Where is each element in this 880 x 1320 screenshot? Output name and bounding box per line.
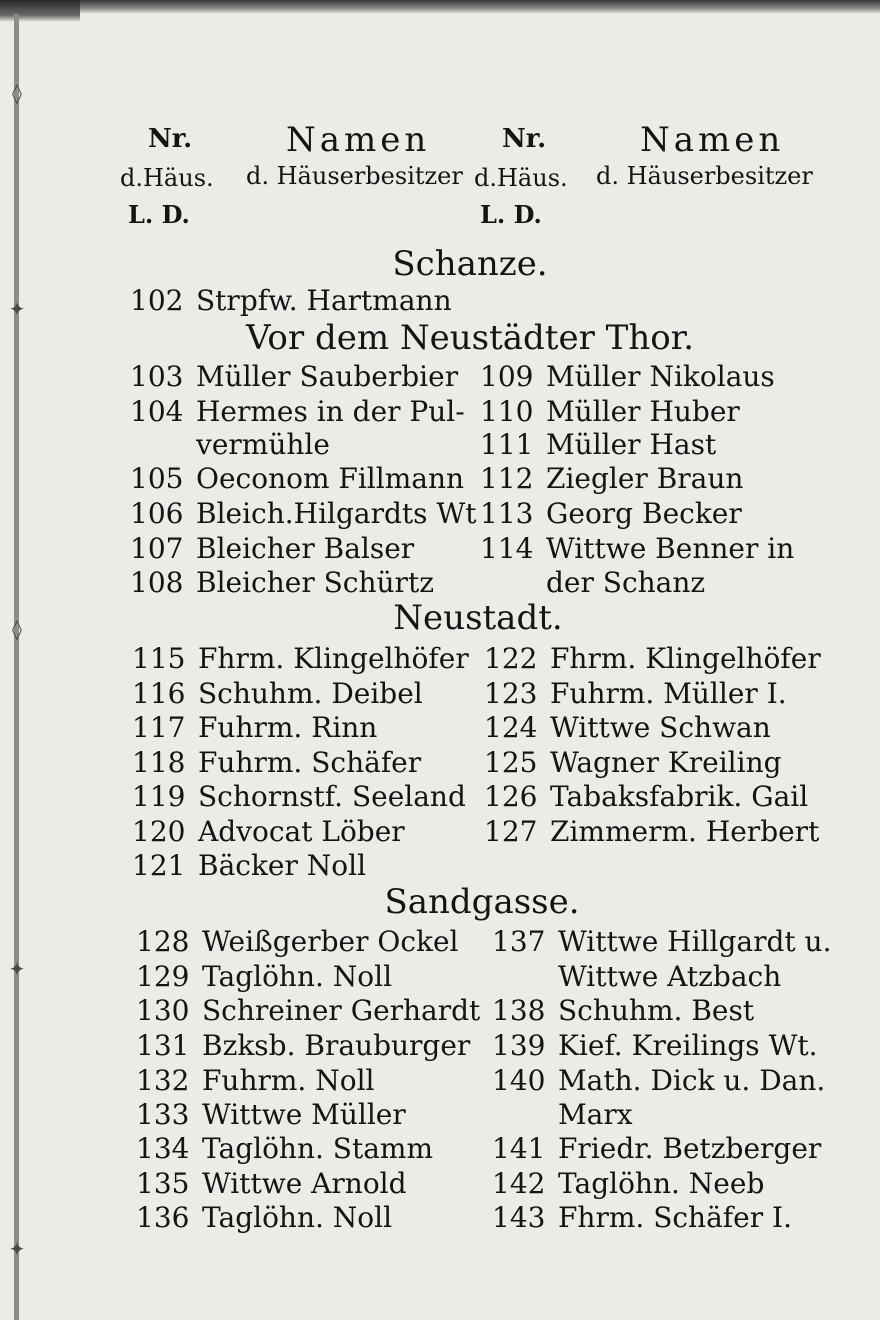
owner-name: Wittwe Atzbach bbox=[558, 960, 782, 993]
owner-name: Bäcker Noll bbox=[198, 849, 367, 882]
left-header-namen: Namen bbox=[286, 120, 431, 160]
list-item bbox=[484, 677, 787, 711]
house-number: 114 bbox=[480, 532, 534, 565]
list-item bbox=[130, 532, 414, 566]
owner-name: Bleicher Schürtz bbox=[196, 566, 434, 599]
list-item bbox=[136, 1132, 433, 1166]
owner-name: Bleich.Hilgardts Wt bbox=[196, 497, 477, 530]
house-number: 107 bbox=[130, 532, 184, 565]
house-number: 106 bbox=[130, 497, 184, 530]
house-number: 129 bbox=[136, 960, 190, 993]
owner-name: Wittwe Schwan bbox=[550, 711, 771, 744]
list-item bbox=[132, 677, 423, 711]
owner-name: Taglöhn. Noll bbox=[202, 960, 393, 993]
house-number: 103 bbox=[130, 360, 184, 393]
house-number: 140 bbox=[492, 1064, 546, 1097]
house-number: 102 bbox=[130, 284, 184, 317]
list-item bbox=[130, 462, 464, 496]
owner-name: Müller Hast bbox=[546, 428, 717, 461]
owner-name: Advocat Löber bbox=[198, 815, 405, 848]
list-item bbox=[132, 711, 377, 745]
house-number: 120 bbox=[132, 815, 186, 848]
house-number: 141 bbox=[492, 1132, 546, 1165]
owner-name: Schreiner Gerhardt bbox=[202, 994, 481, 1027]
house-number: 122 bbox=[484, 642, 538, 675]
house-number: 113 bbox=[480, 497, 534, 530]
left-header-d-haeus: d.Häus. bbox=[120, 164, 214, 192]
binding-ornament-icon: ◊ bbox=[12, 81, 22, 105]
list-item bbox=[136, 1167, 407, 1201]
house-number: 126 bbox=[484, 780, 538, 813]
list-item bbox=[132, 815, 405, 849]
owner-name: Weißgerber Ockel bbox=[202, 925, 459, 958]
list-item bbox=[484, 642, 821, 676]
owner-name: Hermes in der Pul- bbox=[196, 395, 465, 428]
house-number: 130 bbox=[136, 994, 190, 1027]
owner-name: Schuhm. Best bbox=[558, 994, 755, 1027]
owner-name: Taglöhn. Stamm bbox=[202, 1132, 434, 1165]
owner-name: Bleicher Balser bbox=[196, 532, 415, 565]
house-number: 134 bbox=[136, 1132, 190, 1165]
list-item bbox=[136, 1098, 406, 1132]
list-item bbox=[484, 711, 771, 745]
section-title-neustadt: Neustadt. bbox=[393, 598, 563, 638]
owner-name: Kief. Kreilings Wt. bbox=[558, 1029, 818, 1062]
house-number: 109 bbox=[480, 360, 534, 393]
list-item bbox=[480, 462, 743, 496]
binding-ornament-icon: ✦ bbox=[8, 957, 26, 981]
owner-name: Marx bbox=[558, 1098, 633, 1131]
binding-ornament-icon: ◊ bbox=[12, 617, 22, 641]
right-header-namen: Namen bbox=[640, 120, 785, 160]
owner-name: Zimmerm. Herbert bbox=[550, 815, 820, 848]
house-number: 128 bbox=[136, 925, 190, 958]
house-number: 135 bbox=[136, 1167, 190, 1200]
owner-name: Fuhrm. Noll bbox=[202, 1064, 375, 1097]
house-number: 119 bbox=[132, 780, 186, 813]
house-number: 117 bbox=[132, 711, 186, 744]
list-item bbox=[492, 1064, 825, 1098]
owner-name: Georg Becker bbox=[546, 497, 742, 530]
owner-name: Fuhrm. Müller I. bbox=[550, 677, 787, 710]
list-item bbox=[492, 1201, 792, 1235]
list-item bbox=[136, 994, 480, 1028]
owner-name: Taglöhn. Neeb bbox=[558, 1167, 765, 1200]
owner-name: Müller Huber bbox=[546, 395, 740, 428]
left-header-ld: L. D. bbox=[128, 200, 190, 229]
list-item bbox=[484, 780, 808, 814]
owner-name: der Schanz bbox=[546, 566, 706, 599]
section-title-schanze: Schanze. bbox=[392, 244, 548, 284]
owner-name: Friedr. Betzberger bbox=[558, 1132, 822, 1165]
list-item bbox=[492, 925, 831, 959]
house-number: 116 bbox=[132, 677, 186, 710]
list-item bbox=[492, 1029, 818, 1063]
list-item bbox=[480, 395, 740, 429]
owner-name: Fuhrm. Rinn bbox=[198, 711, 378, 744]
owner-name: Taglöhn. Noll bbox=[202, 1201, 393, 1234]
list-item bbox=[480, 497, 742, 531]
list-item bbox=[136, 1029, 470, 1063]
owner-name: Bzksb. Brauburger bbox=[202, 1029, 471, 1062]
owner-name: Schuhm. Deibel bbox=[198, 677, 423, 710]
list-item bbox=[492, 1098, 633, 1132]
list-item bbox=[136, 1064, 375, 1098]
owner-name: Wagner Kreiling bbox=[550, 746, 782, 779]
house-number: 105 bbox=[130, 462, 184, 495]
list-item bbox=[484, 815, 819, 849]
list-item bbox=[132, 780, 466, 814]
owner-name: Ziegler Braun bbox=[546, 462, 744, 495]
owner-name: Müller Nikolaus bbox=[546, 360, 775, 393]
list-item bbox=[130, 395, 465, 429]
owner-name: Müller Sauberbier bbox=[196, 360, 459, 393]
list-item bbox=[136, 925, 459, 959]
right-header-nr: Nr. bbox=[502, 124, 547, 154]
page-binding-edge bbox=[14, 14, 19, 1320]
house-number: 139 bbox=[492, 1029, 546, 1062]
house-number: 125 bbox=[484, 746, 538, 779]
house-number: 142 bbox=[492, 1167, 546, 1200]
owner-name: Fhrm. Klingelhöfer bbox=[198, 642, 469, 675]
list-item bbox=[492, 960, 781, 994]
house-number: 118 bbox=[132, 746, 186, 779]
house-number: 115 bbox=[132, 642, 186, 675]
list-item bbox=[132, 849, 366, 883]
list-item bbox=[492, 1167, 764, 1201]
right-header-d-haeus: d.Häus. bbox=[474, 164, 568, 192]
list-item bbox=[132, 642, 469, 676]
left-header-nr: Nr. bbox=[148, 124, 193, 154]
list-item bbox=[130, 566, 434, 600]
house-number: 131 bbox=[136, 1029, 190, 1062]
house-number: 110 bbox=[480, 395, 534, 428]
list-item bbox=[130, 284, 452, 318]
owner-name: Strpfw. Hartmann bbox=[196, 284, 452, 317]
table-header bbox=[110, 120, 830, 230]
list-item bbox=[492, 1132, 821, 1166]
owner-name: Tabaksfabrik. Gail bbox=[550, 780, 809, 813]
list-item bbox=[480, 532, 794, 566]
list-item bbox=[484, 746, 782, 780]
owner-name: Fhrm. Schäfer I. bbox=[558, 1201, 792, 1234]
owner-name: Wittwe Benner in bbox=[546, 532, 795, 565]
list-item bbox=[480, 566, 705, 600]
left-header-d-haeuserbesitzer: d. Häuserbesitzer bbox=[246, 162, 463, 190]
house-number: 132 bbox=[136, 1064, 190, 1097]
house-number: 108 bbox=[130, 566, 184, 599]
house-number: 111 bbox=[480, 428, 534, 461]
owner-name: Oeconom Fillmann bbox=[196, 462, 465, 495]
list-item bbox=[132, 746, 421, 780]
section-title-sandgasse: Sandgasse. bbox=[384, 882, 580, 922]
owner-name: Wittwe Arnold bbox=[202, 1167, 407, 1200]
list-item bbox=[492, 994, 754, 1028]
house-number: 121 bbox=[132, 849, 186, 882]
owner-name: vermühle bbox=[196, 428, 330, 461]
house-number: 137 bbox=[492, 925, 546, 958]
list-item bbox=[480, 360, 775, 394]
list-item bbox=[136, 960, 392, 994]
list-item bbox=[480, 428, 716, 462]
binding-ornament-icon: ✦ bbox=[8, 1237, 26, 1261]
owner-name: Fuhrm. Schäfer bbox=[198, 746, 422, 779]
house-number: 143 bbox=[492, 1201, 546, 1234]
right-header-d-haeuserbesitzer: d. Häuserbesitzer bbox=[596, 162, 813, 190]
house-number: 138 bbox=[492, 994, 546, 1027]
house-number: 124 bbox=[484, 711, 538, 744]
owner-name: Wittwe Hillgardt u. bbox=[558, 925, 832, 958]
list-item bbox=[130, 428, 330, 462]
owner-name: Math. Dick u. Dan. bbox=[558, 1064, 826, 1097]
house-number: 104 bbox=[130, 395, 184, 428]
right-header-ld: L. D. bbox=[480, 200, 542, 229]
house-number: 136 bbox=[136, 1201, 190, 1234]
owner-name: Fhrm. Klingelhöfer bbox=[550, 642, 821, 675]
list-item bbox=[130, 497, 476, 531]
house-number: 123 bbox=[484, 677, 538, 710]
house-number: 112 bbox=[480, 462, 534, 495]
house-number: 133 bbox=[136, 1098, 190, 1131]
owner-name: Wittwe Müller bbox=[202, 1098, 406, 1131]
house-number: 127 bbox=[484, 815, 538, 848]
page-top-edge-shadow bbox=[0, 0, 80, 22]
binding-ornament-icon: ✦ bbox=[8, 297, 26, 321]
list-item bbox=[136, 1201, 392, 1235]
section-title-vor-dem-neustaedter-thor: Vor dem Neustädter Thor. bbox=[245, 318, 695, 358]
list-item bbox=[130, 360, 458, 394]
owner-name: Schornstf. Seeland bbox=[198, 780, 466, 813]
page-top-edge bbox=[0, 0, 880, 14]
